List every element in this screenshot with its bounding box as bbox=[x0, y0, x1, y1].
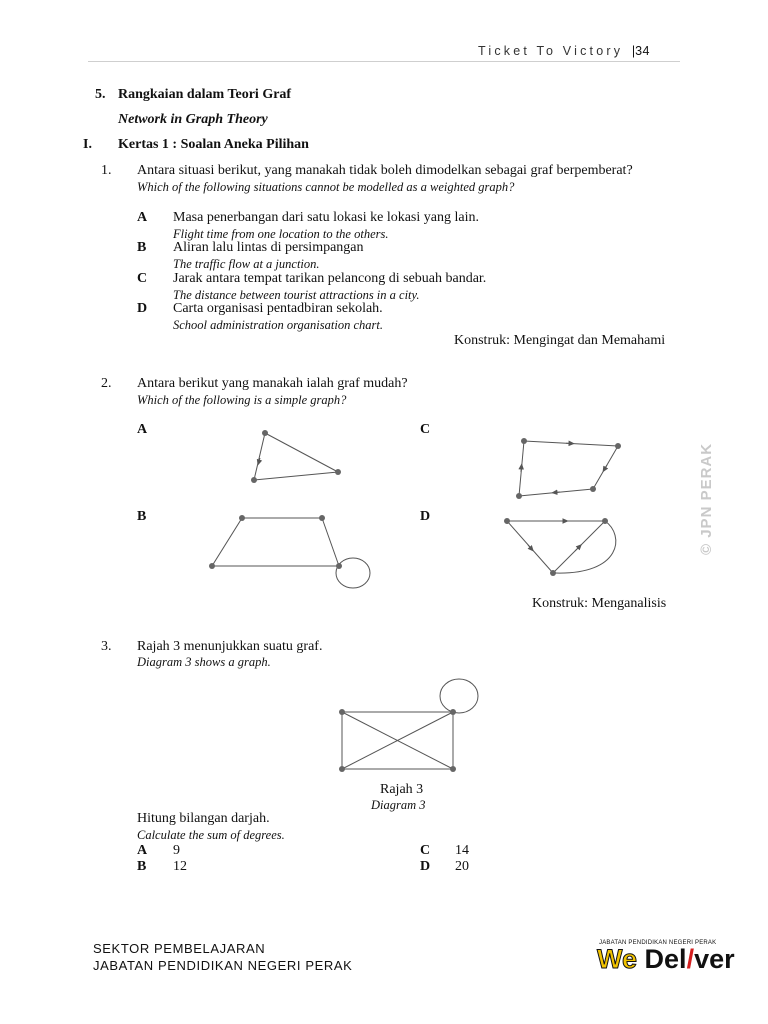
header-separator: | bbox=[631, 44, 636, 58]
q1-option-letter: D bbox=[137, 301, 148, 316]
graph-node bbox=[339, 766, 345, 772]
q3-prompt: Hitung bilangan darjah. bbox=[137, 811, 270, 826]
q3-option-letter: D bbox=[420, 859, 431, 874]
q2-construct: Konstruk: Menganalisis bbox=[532, 596, 667, 611]
q1-option-text-en: School administration organisation chart. bbox=[173, 318, 383, 332]
graph-a bbox=[251, 430, 341, 483]
q3-prompt-en: Calculate the sum of degrees. bbox=[137, 828, 285, 842]
q1-option-letter: C bbox=[137, 271, 148, 286]
graph-node bbox=[450, 709, 456, 715]
q3-option-value: 12 bbox=[173, 859, 187, 874]
graph-node bbox=[262, 430, 268, 436]
page-number: 34 bbox=[635, 44, 651, 58]
q3-text: Rajah 3 menunjukkan suatu graf. bbox=[137, 639, 323, 654]
q1-option-letter: B bbox=[137, 240, 147, 255]
header-rule bbox=[88, 61, 680, 62]
q1-construct: Konstruk: Mengingat dan Memahami bbox=[454, 333, 666, 348]
logo-wordmark bbox=[597, 946, 737, 973]
q1-text-en: Which of the following situations cannot be modelled as a weighted graph? bbox=[137, 180, 515, 194]
graph-node bbox=[615, 443, 621, 449]
graph-node bbox=[239, 515, 245, 521]
section-title-en: Network in Graph Theory bbox=[118, 112, 268, 127]
graph-node bbox=[209, 563, 215, 569]
q1-option-text: Masa penerbangan dari satu lokasi ke lokasi yang lain. bbox=[173, 210, 479, 225]
header bbox=[478, 44, 650, 58]
q2-text-en: Which of the following is a simple graph? bbox=[137, 393, 347, 407]
q3-option-letter: C bbox=[420, 843, 431, 858]
q2-option-d-label: D bbox=[420, 509, 431, 524]
footer-line-2: JABATAN PENDIDIKAN NEGERI PERAK bbox=[93, 958, 353, 973]
we-deliver-logo bbox=[597, 940, 737, 973]
part-title: Kertas 1 : Soalan Aneka Pilihan bbox=[118, 137, 309, 152]
q1-option-text-en: Flight time from one location to the others. bbox=[173, 227, 389, 241]
graph-b bbox=[209, 515, 370, 588]
graph-node bbox=[450, 766, 456, 772]
q3-option-value: 20 bbox=[455, 859, 469, 874]
q2-option-b-label: B bbox=[137, 509, 147, 524]
part-number: I. bbox=[83, 137, 92, 152]
q3-option-value: 14 bbox=[455, 843, 469, 858]
logo-del: Del bbox=[644, 944, 687, 974]
graph-node bbox=[602, 518, 608, 524]
q1-option-text: Jarak antara tempat tarikan pelancong di sebuah bandar. bbox=[173, 271, 487, 286]
q2-number: 2. bbox=[101, 376, 112, 391]
q3-option-letter: A bbox=[137, 843, 148, 858]
graph-node bbox=[516, 493, 522, 499]
graph-node bbox=[504, 518, 510, 524]
diagram-caption: Rajah 3 bbox=[380, 782, 424, 797]
header-title: Ticket To Victory bbox=[478, 44, 624, 58]
q3-option-value: 9 bbox=[173, 843, 180, 858]
q3-text-en: Diagram 3 shows a graph. bbox=[137, 655, 271, 669]
graph-node bbox=[590, 486, 596, 492]
logo-we: We bbox=[597, 944, 638, 974]
q1-text: Antara situasi berikut, yang manakah tidak boleh dimodelkan sebagai graf berpemberat? bbox=[137, 163, 633, 178]
diagram-caption-en: Diagram 3 bbox=[371, 798, 426, 812]
q1-option-text: Aliran lalu lintas di persimpangan bbox=[173, 240, 364, 255]
graph-node bbox=[550, 570, 556, 576]
graph-node bbox=[336, 563, 342, 569]
footer-line-1: SEKTOR PEMBELAJARAN bbox=[93, 941, 266, 956]
graph-node bbox=[319, 515, 325, 521]
logo-caption: JABATAN PENDIDIKAN NEGERI PERAK bbox=[599, 940, 717, 946]
diagram-3 bbox=[339, 679, 478, 772]
q3-option-letter: B bbox=[137, 859, 147, 874]
section-title: Rangkaian dalam Teori Graf bbox=[118, 87, 292, 102]
q2-option-a-label: A bbox=[137, 422, 148, 437]
q3-number: 3. bbox=[101, 639, 112, 654]
graph-node bbox=[251, 477, 257, 483]
logo-ver: ver bbox=[694, 944, 735, 974]
watermark: © JPN PERAK bbox=[698, 442, 715, 555]
graph-node bbox=[521, 438, 527, 444]
q2-text: Antara berikut yang manakah ialah graf mudah? bbox=[137, 376, 408, 391]
graph-node bbox=[335, 469, 341, 475]
q1-option-text-en: The distance between tourist attractions in a city. bbox=[173, 288, 420, 302]
logo-slash: / bbox=[686, 944, 695, 974]
q1-option-text-en: The traffic flow at a junction. bbox=[173, 257, 320, 271]
section-number: 5. bbox=[95, 87, 106, 102]
graph-d bbox=[504, 518, 616, 576]
q2-option-c-label: C bbox=[420, 422, 431, 437]
graph-c bbox=[516, 438, 621, 499]
graph-node bbox=[339, 709, 345, 715]
q1-number: 1. bbox=[101, 163, 112, 178]
q1-option-text: Carta organisasi pentadbiran sekolah. bbox=[173, 301, 383, 316]
q1-option-letter: A bbox=[137, 210, 148, 225]
